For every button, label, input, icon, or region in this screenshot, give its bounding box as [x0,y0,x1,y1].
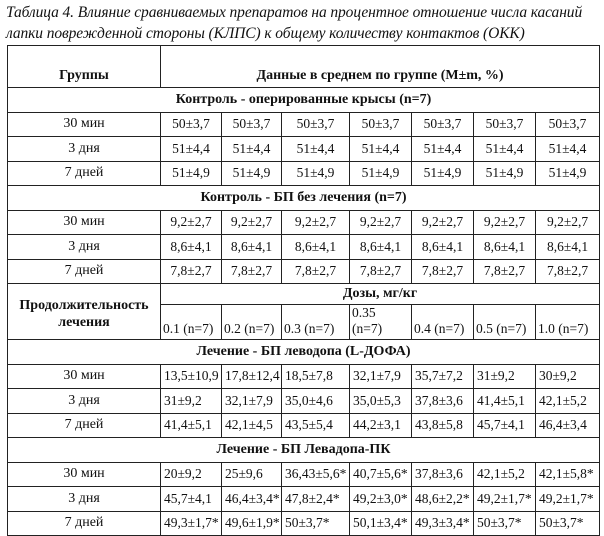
table-row [8,112,600,137]
table-cell: 31±9,2 [161,389,222,414]
table-cell: 9,2±2,7 [412,210,474,235]
table-cell: 49,3±3,4* [412,511,474,536]
section-title: Контроль - оперированные крысы (n=7) [8,88,600,113]
dose-cell: 0.3 (n=7) [282,305,350,340]
table-cell: 51±4,4 [161,137,222,162]
table-cell: 31±9,2 [474,364,536,389]
table-cell: 7,8±2,7 [474,259,536,284]
table-cell: 35,0±5,3 [350,389,412,414]
table-cell: 7,8±2,7 [161,259,222,284]
table-cell: 32,1±7,9 [222,389,282,414]
table-cell: 49,2±1,7* [536,487,600,512]
table-cell: 35,7±7,2 [412,364,474,389]
table-cell: 44,2±3,1 [350,413,412,438]
table-cell: 50±3,7 [222,112,282,137]
table-cell: 30±9,2 [536,364,600,389]
table-row [8,210,600,235]
table-cell: 9,2±2,7 [536,210,600,235]
table-cell: 51±4,4 [412,137,474,162]
table-cell: 45,7±4,1 [161,487,222,512]
dose-cell: 0.2 (n=7) [222,305,282,340]
table-cell: 37,8±3,6 [412,462,474,487]
row-label: 30 мин [8,364,161,389]
section-title-row [8,186,600,211]
table-cell: 51±4,9 [350,161,412,186]
table-cell: 13,5±10,9 [161,364,222,389]
table-cell: 51±4,4 [222,137,282,162]
table-row [8,462,600,487]
table-cell: 51±4,4 [536,137,600,162]
table-row [8,413,600,438]
table-row [8,487,600,512]
table-row [8,511,600,536]
table-cell: 25±9,6 [222,462,282,487]
table-cell: 50,1±3,4* [350,511,412,536]
table-cell: 51±4,9 [536,161,600,186]
table-cell: 48,6±2,2* [412,487,474,512]
table-cell: 51±4,9 [282,161,350,186]
table-cell: 43,5±5,4 [282,413,350,438]
table-row [8,364,600,389]
table-cell: 42,1±5,8* [536,462,600,487]
table-cell: 49,3±1,7* [161,511,222,536]
table-cell: 8,6±4,1 [536,235,600,260]
table-cell: 18,5±7,8 [282,364,350,389]
table-cell: 7,8±2,7 [350,259,412,284]
section-title-row [8,438,600,463]
row-label: 3 дня [8,487,161,512]
table-row [8,389,600,414]
table-cell: 42,1±5,2 [536,389,600,414]
row-label: 7 дней [8,511,161,536]
table-cell: 49,6±1,9* [222,511,282,536]
row-label: 30 мин [8,462,161,487]
table-cell: 9,2±2,7 [474,210,536,235]
groups-header: Группы [8,46,161,88]
table-cell: 8,6±4,1 [161,235,222,260]
table-cell: 50±3,7* [474,511,536,536]
table-cell: 7,8±2,7 [282,259,350,284]
row-label: 7 дней [8,413,161,438]
header-row [8,46,600,88]
table-cell: 35,0±4,6 [282,389,350,414]
table-cell: 9,2±2,7 [222,210,282,235]
row-label: 3 дня [8,235,161,260]
table-cell: 8,6±4,1 [222,235,282,260]
table-cell: 50±3,7 [536,112,600,137]
table-cell: 51±4,9 [474,161,536,186]
table-cell: 50±3,7* [282,511,350,536]
row-label: 7 дней [8,161,161,186]
doses-header: Дозы, мг/кг [161,284,600,305]
section-title: Лечение - БП леводопа (L-ДОФА) [8,340,600,365]
row-label: 30 мин [8,112,161,137]
row-label: 30 мин [8,210,161,235]
table-cell: 50±3,7 [350,112,412,137]
table-cell: 51±4,4 [474,137,536,162]
table-row [8,161,600,186]
table-cell: 45,7±4,1 [474,413,536,438]
table-cell: 9,2±2,7 [350,210,412,235]
table-row [8,259,600,284]
table-cell: 20±9,2 [161,462,222,487]
section-title: Лечение - БП Левадопа-ПК [8,438,600,463]
table-cell: 46,4±3,4 [536,413,600,438]
dose-header-row [8,284,600,305]
section-title-row [8,88,600,113]
table-cell: 50±3,7* [536,511,600,536]
table-cell: 51±4,4 [282,137,350,162]
table-cell: 9,2±2,7 [161,210,222,235]
table-cell: 51±4,9 [222,161,282,186]
table-cell: 47,8±2,4* [282,487,350,512]
table-cell: 37,8±3,6 [412,389,474,414]
dose-cell: 0.5 (n=7) [474,305,536,340]
dose-cell: 0.35 (n=7) [350,305,412,340]
table-cell: 32,1±7,9 [350,364,412,389]
table-caption: Таблица 4. Влияние сравниваемых препаратов на процентное отношение числа касаний лапки поврежденной стороны (КЛПС) к общему количеству контактов (ОКК) [6,2,602,44]
row-label: 3 дня [8,137,161,162]
table-cell: 46,4±3,4* [222,487,282,512]
table-cell: 50±3,7 [412,112,474,137]
dose-cell: 1.0 (n=7) [536,305,600,340]
table-cell: 49,2±1,7* [474,487,536,512]
duration-header: Продолжительность лечения [8,284,161,340]
table-cell: 50±3,7 [282,112,350,137]
table-cell: 8,6±4,1 [412,235,474,260]
table-cell: 8,6±4,1 [474,235,536,260]
dose-cell: 0.1 (n=7) [161,305,222,340]
section-title-row [8,340,600,365]
row-label: 3 дня [8,389,161,414]
table-cell: 51±4,4 [350,137,412,162]
table-cell: 51±4,9 [412,161,474,186]
table-cell: 51±4,9 [161,161,222,186]
table-cell: 7,8±2,7 [412,259,474,284]
table-row [8,137,600,162]
table-cell: 50±3,7 [474,112,536,137]
table-cell: 42,1±4,5 [222,413,282,438]
data-header: Данные в среднем по группе (M±m, %) [161,46,600,88]
dose-cell: 0.4 (n=7) [412,305,474,340]
table-cell: 43,8±5,8 [412,413,474,438]
table-cell: 50±3,7 [161,112,222,137]
table-cell: 7,8±2,7 [536,259,600,284]
table-cell: 41,4±5,1 [474,389,536,414]
table-cell: 49,2±3,0* [350,487,412,512]
table-cell: 8,6±4,1 [282,235,350,260]
table-cell: 17,8±12,4 [222,364,282,389]
row-label: 7 дней [8,259,161,284]
table-row [8,235,600,260]
table-cell: 41,4±5,1 [161,413,222,438]
table-cell: 9,2±2,7 [282,210,350,235]
table-cell: 40,7±5,6* [350,462,412,487]
section-title: Контроль - БП без лечения (n=7) [8,186,600,211]
table-cell: 36,43±5,6* [282,462,350,487]
table-cell: 42,1±5,2 [474,462,536,487]
table-cell: 8,6±4,1 [350,235,412,260]
results-table [7,45,600,536]
table-cell: 7,8±2,7 [222,259,282,284]
